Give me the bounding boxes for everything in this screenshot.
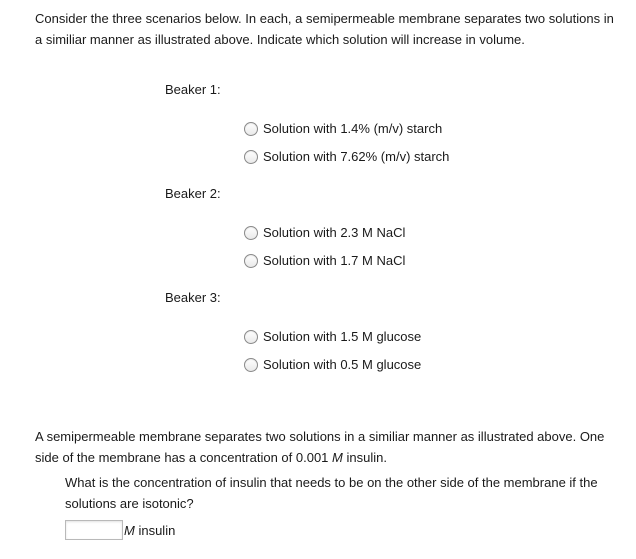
- beaker-3-label: Beaker 3:: [165, 290, 221, 305]
- part2-unit-italic: M: [332, 450, 343, 465]
- beaker-2-option-1[interactable]: [244, 225, 405, 240]
- part2-description: [35, 426, 620, 468]
- option-label: Solution with 1.4% (m/v) starch: [263, 121, 443, 136]
- radio-button[interactable]: [244, 254, 258, 268]
- intro-text: Consider the three scenarios below. In each, a semipermeable membrane separates two solutions in a similiar manner as illustrated above. Indicate which solution will increase in volume.: [35, 11, 614, 47]
- option-label: Solution with 1.5 M glucose: [263, 329, 422, 344]
- answer-unit-italic: M: [124, 522, 135, 538]
- part2-question: What is the concentration of insulin that needs to be on the other side of the membrane if the solutions are isotonic?: [65, 475, 598, 511]
- radio-button[interactable]: [244, 122, 258, 136]
- part2-text-after: insulin.: [342, 450, 387, 465]
- radio-button[interactable]: [244, 150, 258, 164]
- answer-unit-text: insulin: [134, 522, 176, 538]
- beaker-3-option-1[interactable]: [244, 329, 421, 344]
- beaker-2-option-2[interactable]: [244, 253, 405, 268]
- beaker-1-label: Beaker 1:: [165, 82, 221, 97]
- option-label: Solution with 0.5 M glucose: [263, 357, 422, 372]
- option-label: Solution with 2.3 M NaCl: [263, 225, 406, 240]
- beaker-1-option-2[interactable]: [244, 149, 449, 164]
- option-label: Solution with 7.62% (m/v) starch: [263, 149, 450, 164]
- beaker-2-label: Beaker 2:: [165, 186, 221, 201]
- answer-row: [65, 520, 175, 540]
- part2-text-before: A semipermeable membrane separates two solutions in a similiar manner as illustrated above. One side of the membrane has a concentration of 0.001: [35, 429, 605, 465]
- option-label: Solution with 1.7 M NaCl: [263, 253, 406, 268]
- answer-unit: [124, 523, 175, 538]
- radio-button[interactable]: [244, 226, 258, 240]
- beaker-3-option-2[interactable]: [244, 357, 421, 372]
- radio-button[interactable]: [244, 358, 258, 372]
- beaker-1-option-1[interactable]: [244, 121, 442, 136]
- radio-button[interactable]: [244, 330, 258, 344]
- concentration-input[interactable]: [65, 520, 123, 540]
